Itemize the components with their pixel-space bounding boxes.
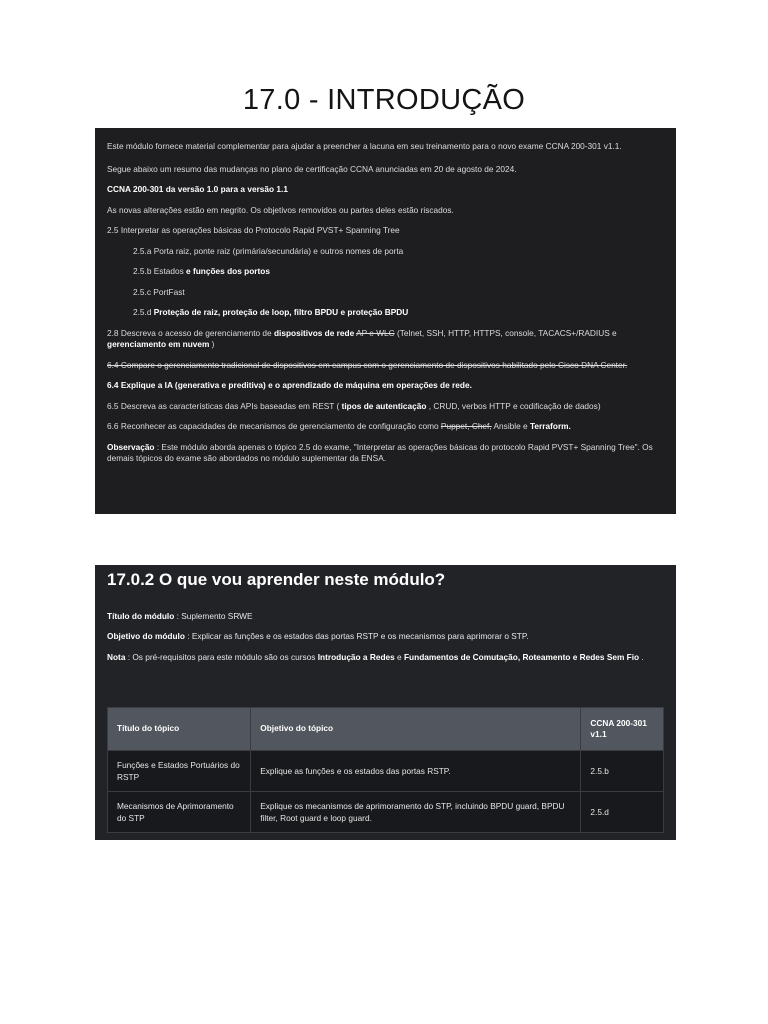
module-objective-line	[107, 631, 664, 643]
objective-6-4-removed: 6.4 Compare o gerenciamento tradicional de dispositivos em campus com o gerenciamento de dispositivos habilitado pelo Cisco DNA Center.	[107, 359, 628, 370]
objective-6-5	[107, 401, 664, 413]
table-row	[108, 751, 664, 792]
objective-2-5-b-text: 2.5.b Estados	[133, 266, 187, 276]
note-text: : Este módulo aborda apenas o tópico 2.5 do exame, "Interpretar as operações básicas do protocolo Rapid PVST+ Spanning Tree". Os demais tópicos do exame são abordados no módulo suplementar da ENSA.	[107, 441, 653, 463]
module-objective-label: Objetivo do módulo	[107, 631, 185, 641]
legend-paragraph: As novas alterações estão em negrito. Os objetivos removidos ou partes deles estão riscados.	[107, 204, 454, 215]
summary-paragraph: Segue abaixo um resumo das mudanças no plano de certificação CCNA anunciadas em 20 de agosto de 2024.	[107, 163, 517, 174]
objective-6-6-text-2: Ansible e	[491, 421, 530, 431]
table-cell: 2.5.b	[581, 751, 664, 792]
module-note-text-2: e	[394, 651, 404, 662]
objective-6-5-text-2: , CRUD, verbos HTTP e codificação de dados)	[426, 400, 601, 411]
module-note-course-1: Introdução a Redes	[317, 651, 395, 662]
objective-2-5: 2.5 Interpretar as operações básicas do Protocolo Rapid PVST+ Spanning Tree	[107, 225, 400, 235]
objective-2-5-d-new: Proteção de raiz, proteção de loop, filtro BPDU e proteção BPDU	[153, 307, 409, 317]
objective-6-6-new: Terraform.	[529, 421, 571, 431]
table-cell: Explique as funções e os estados das portas RSTP.	[251, 751, 581, 792]
objective-2-8-new-1: dispositivos de rede	[273, 327, 355, 338]
objective-6-5-text: 6.5 Descreva as características das APIs baseadas em REST (	[107, 400, 342, 411]
objective-2-8-text-3: )	[209, 339, 215, 349]
column-header: Objetivo do tópico	[251, 708, 581, 751]
module-note-line	[107, 652, 664, 664]
objective-2-5-c: 2.5.c PortFast	[133, 286, 185, 297]
objective-6-4-new: 6.4 Explique a IA (generativa e preditiva) e o aprendizado de máquina em operações de rede.	[107, 380, 472, 390]
objective-2-8-removed: AP e WLC	[356, 327, 395, 338]
objective-2-5-d	[107, 307, 664, 319]
table-row	[108, 792, 664, 833]
table-cell: Explique os mecanismos de aprimoramento do STP, incluindo BPDU guard, BPDU filter, Root guard e loop guard.	[251, 792, 581, 833]
page-title: 17.0 - INTRODUÇÃO	[242, 84, 526, 116]
objective-6-5-new: tipos de autenticação	[341, 400, 427, 411]
module-note-course-2: Fundamentos de Comutação, Roteamento e Redes Sem Fio	[403, 651, 640, 662]
objective-6-6-removed: Puppet, Chef,	[440, 421, 492, 431]
module-title-line	[107, 611, 664, 623]
module-note-text-3: .	[639, 651, 644, 662]
module-note-label: Nota	[107, 651, 126, 662]
objective-6-6	[107, 421, 664, 433]
objective-2-5-b-new: e funções dos portos	[186, 266, 270, 276]
objective-2-5-d-text: 2.5.d	[133, 307, 154, 317]
table-cell: Funções e Estados Portuários do RSTP	[108, 751, 251, 792]
intro-panel	[95, 128, 676, 514]
table-cell: Mecanismos de Aprimoramento do STP	[108, 792, 251, 833]
module-panel	[95, 565, 676, 840]
table-header-row	[108, 708, 664, 751]
column-header: Título do tópico	[108, 708, 251, 751]
note-label: Observação	[107, 441, 155, 452]
objective-2-8-text: 2.8 Descreva o acesso de gerenciamento de	[107, 327, 274, 338]
note-paragraph	[107, 442, 664, 465]
module-note-text: : Os pré-requisitos para este módulo são os cursos	[125, 651, 318, 662]
module-objective-value: : Explicar as funções e os estados das portas RSTP e os mecanismos para aprimorar o STP.	[184, 631, 529, 641]
table-cell: 2.5.d	[581, 792, 664, 833]
column-header: CCNA 200-301 v1.1	[581, 708, 664, 751]
module-title-value: : Suplemento SRWE	[174, 610, 253, 621]
intro-paragraph: Este módulo fornece material complementar para ajudar a preencher a lacuna em seu treinamento para o novo exame CCNA 200-301 v1.1.	[107, 141, 622, 151]
version-heading: CCNA 200-301 da versão 1.0 para a versão 1.1	[107, 184, 288, 194]
objective-2-8	[107, 328, 664, 351]
topics-table	[107, 707, 664, 833]
objective-2-8-text-2: (Telnet, SSH, HTTP, HTTPS, console, TACACS+/RADIUS e	[394, 327, 617, 338]
module-heading: 17.0.2 O que vou aprender neste módulo?	[107, 570, 446, 589]
objective-2-8-new-2: gerenciamento em nuvem	[107, 339, 210, 349]
objective-2-5-b	[107, 266, 664, 278]
module-title-label: Título do módulo	[107, 610, 175, 621]
objective-6-6-text: 6.6 Reconhecer as capacidades de mecanismos de gerenciamento de configuração como	[107, 421, 441, 431]
objective-2-5-a: 2.5.a Porta raiz, ponte raiz (primária/secundária) e outros nomes de porta	[133, 245, 404, 256]
